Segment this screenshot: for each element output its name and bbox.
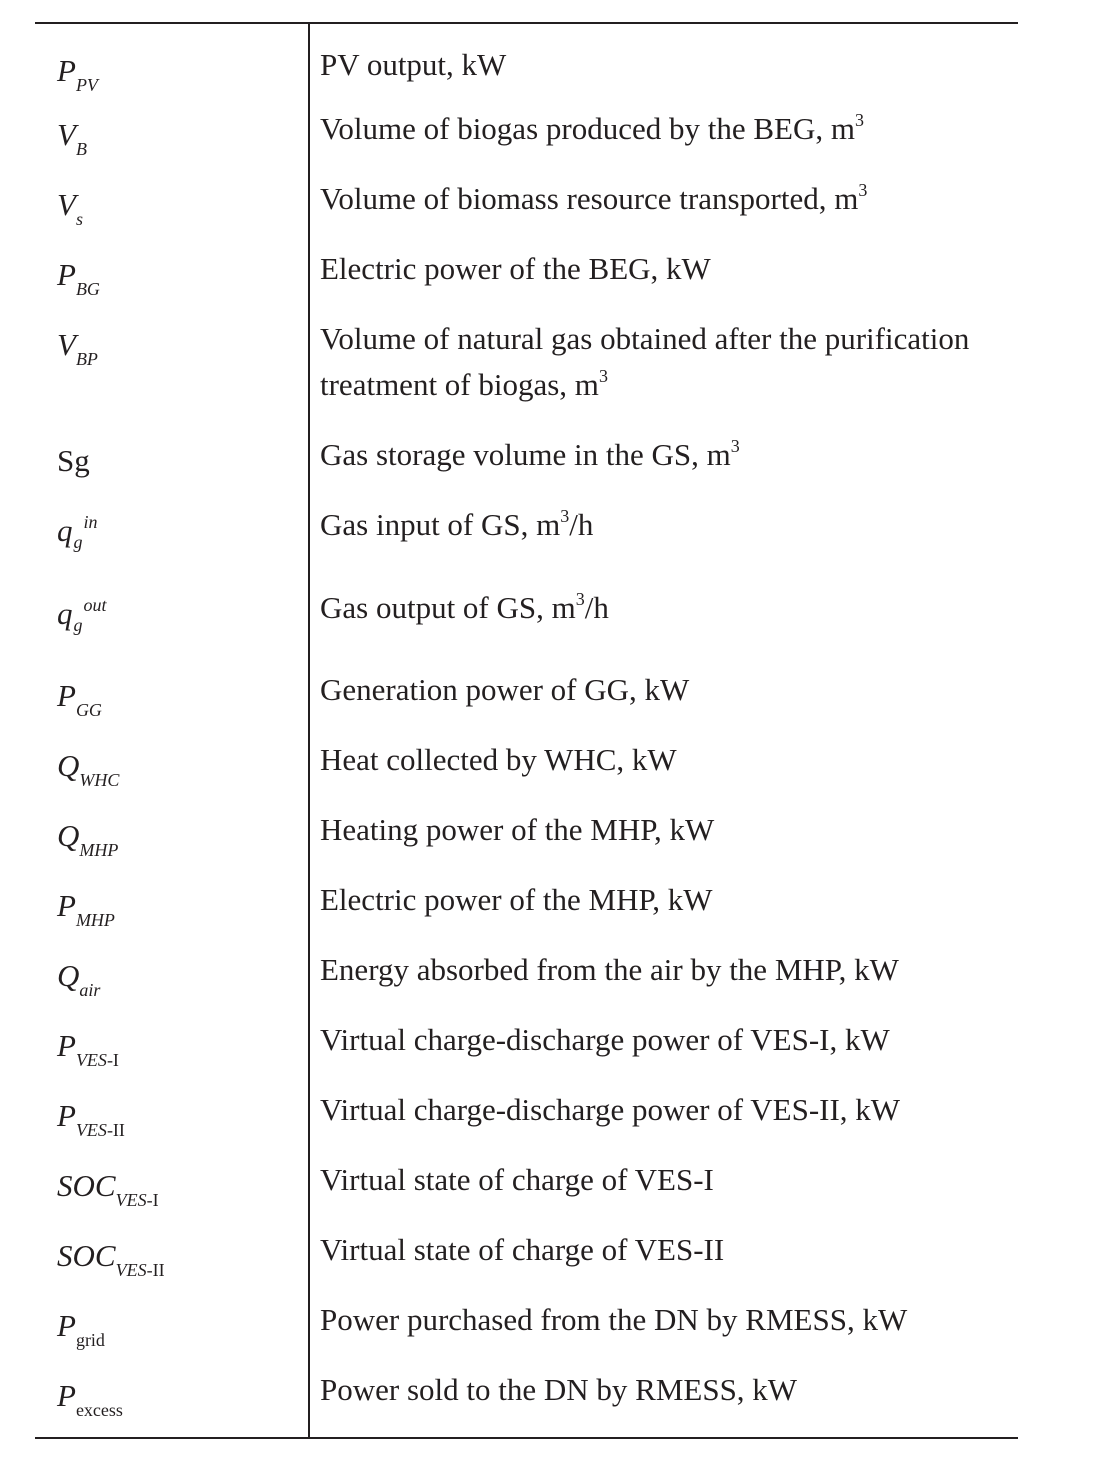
- symbol-base: V: [57, 187, 76, 222]
- description-text: Power purchased from the DN by RMESS, kW: [320, 1302, 908, 1337]
- symbol-base: P: [57, 1028, 76, 1063]
- unit-superscript: 3: [730, 436, 740, 456]
- symbol-subscript: BP: [75, 349, 98, 369]
- description-text: Volume of biomass resource transported, m: [320, 181, 859, 216]
- unit-superscript: 3: [854, 110, 864, 130]
- symbol-base: SOC: [57, 1168, 116, 1203]
- symbol-cell: [35, 1297, 308, 1350]
- symbol-cell: [35, 807, 308, 860]
- symbol-cell: [35, 246, 308, 299]
- symbol-base: P: [57, 1378, 76, 1413]
- table-row: [35, 585, 1018, 667]
- symbol-subscript: air: [79, 980, 101, 1000]
- symbol-cell: [35, 502, 308, 552]
- description-text: Gas input of GS, m: [320, 507, 561, 542]
- symbol-subscript: VES: [115, 1260, 147, 1280]
- unit-suffix: /h: [569, 507, 594, 542]
- description-text: Electric power of the MHP, kW: [320, 882, 713, 917]
- symbol-subscript: PV: [75, 75, 98, 95]
- table-row: [35, 877, 1018, 947]
- symbol-base: V: [57, 117, 76, 152]
- unit-superscript: 3: [858, 180, 868, 200]
- symbol-subscript-suffix: -I: [146, 1190, 159, 1210]
- symbol-subscript: WHC: [79, 770, 120, 790]
- symbol-cell: [35, 42, 308, 95]
- symbol-base: Q: [57, 818, 80, 853]
- symbol-cell: [35, 667, 308, 720]
- symbol-subscript: B: [75, 139, 87, 159]
- table-row: [35, 667, 1018, 737]
- description-text: Generation power of GG, kW: [320, 672, 690, 707]
- description-text: Energy absorbed from the air by the MHP, kW: [320, 952, 899, 987]
- symbol-base: P: [57, 53, 76, 88]
- symbol-cell: [35, 947, 308, 1000]
- symbol-subscript: VES: [75, 1050, 107, 1070]
- unit-superscript: 3: [560, 506, 570, 526]
- description-text: Volume of natural gas obtained after the purification treatment of biogas, m: [320, 321, 970, 402]
- description-text: PV output, kW: [320, 47, 507, 82]
- unit-suffix: /h: [584, 590, 609, 625]
- table-row: [35, 246, 1018, 316]
- description-text: Heating power of the MHP, kW: [320, 812, 715, 847]
- symbol-cell: [35, 877, 308, 930]
- description-cell: [308, 585, 1018, 631]
- column-divider: [308, 24, 310, 1437]
- symbol-base: SOC: [57, 1238, 116, 1273]
- description-cell: [308, 877, 1018, 923]
- description-cell: [308, 432, 1018, 478]
- symbol-base: Q: [57, 748, 80, 783]
- symbol-base: P: [57, 1308, 76, 1343]
- description-text: Virtual charge-discharge power of VES-I, kW: [320, 1022, 890, 1057]
- symbol-subscript: g: [73, 615, 83, 635]
- description-text: Gas output of GS, m: [320, 590, 576, 625]
- description-cell: [308, 807, 1018, 853]
- symbol-base: P: [57, 257, 76, 292]
- symbol-subscript: MHP: [75, 910, 115, 930]
- description-cell: [308, 176, 1018, 222]
- description-cell: [308, 1157, 1018, 1203]
- symbol-cell: [35, 737, 308, 790]
- description-cell: [308, 1297, 1018, 1343]
- description-text: Virtual state of charge of VES-I: [320, 1162, 714, 1197]
- description-text: Electric power of the BEG, kW: [320, 251, 711, 286]
- symbol-subscript: GG: [75, 700, 102, 720]
- table-row: [35, 176, 1018, 246]
- symbol-base: P: [57, 678, 76, 713]
- table-row: [35, 24, 1018, 106]
- description-cell: [308, 1087, 1018, 1133]
- symbol-cell: [35, 316, 308, 369]
- symbol-subscript-suffix: -II: [106, 1120, 125, 1140]
- symbol-cell: [35, 585, 308, 635]
- symbol-cell: [35, 1017, 308, 1070]
- table-row: [35, 947, 1018, 1017]
- symbol-subscript-suffix: -II: [146, 1260, 165, 1280]
- symbol-cell: [35, 176, 308, 229]
- table-row: [35, 432, 1018, 502]
- description-cell: [308, 246, 1018, 292]
- description-cell: [308, 502, 1018, 548]
- symbol-base: P: [57, 1098, 76, 1133]
- table-row: [35, 1297, 1018, 1367]
- symbol-base: P: [57, 888, 76, 923]
- description-cell: [308, 667, 1018, 713]
- symbol-subscript: excess: [75, 1400, 123, 1420]
- symbol-subscript: BG: [75, 279, 100, 299]
- table-row: [35, 1087, 1018, 1157]
- symbol-base: q: [57, 596, 73, 631]
- symbol-cell: [35, 1087, 308, 1140]
- description-text: Power sold to the DN by RMESS, kW: [320, 1372, 798, 1407]
- symbol-base: q: [57, 513, 73, 548]
- table-row: [35, 1227, 1018, 1297]
- description-cell: [308, 1227, 1018, 1273]
- symbol-base: Q: [57, 958, 80, 993]
- description-cell: [308, 106, 1018, 152]
- symbol-subscript-suffix: -I: [106, 1050, 119, 1070]
- symbol-superscript: out: [83, 595, 107, 615]
- symbol-cell: [35, 1157, 308, 1210]
- description-cell: [308, 42, 1018, 88]
- table-row: [35, 807, 1018, 877]
- table-row: [35, 1017, 1018, 1087]
- table-row: [35, 316, 1018, 432]
- symbol-cell: [35, 106, 308, 159]
- symbol-cell: [35, 1227, 308, 1280]
- description-cell: [308, 1017, 1018, 1063]
- description-cell: [308, 737, 1018, 783]
- table-row: [35, 502, 1018, 585]
- symbol-subscript: VES: [75, 1120, 107, 1140]
- symbol-subscript: MHP: [79, 840, 119, 860]
- table-row: [35, 1157, 1018, 1227]
- table-body: [35, 24, 1018, 1437]
- unit-superscript: 3: [575, 589, 585, 609]
- symbol-script-stack: [74, 512, 98, 552]
- unit-superscript: 3: [598, 366, 608, 386]
- description-cell: [308, 1367, 1018, 1413]
- description-text: Virtual state of charge of VES-II: [320, 1232, 725, 1267]
- nomenclature-table: [35, 22, 1018, 1439]
- symbol-subscript: g: [73, 532, 83, 552]
- description-cell: [308, 947, 1018, 993]
- table-row: [35, 106, 1018, 176]
- description-text: Volume of biogas produced by the BEG, m: [320, 111, 855, 146]
- description-text: Gas storage volume in the GS, m: [320, 437, 731, 472]
- symbol-subscript: s: [75, 209, 83, 229]
- table-row: [35, 737, 1018, 807]
- symbol-base: Sg: [57, 443, 90, 478]
- symbol-subscript: VES: [115, 1190, 147, 1210]
- table-row: [35, 1367, 1018, 1437]
- symbol-subscript: grid: [75, 1330, 105, 1350]
- symbol-cell: [35, 1367, 308, 1420]
- symbol-script-stack: [74, 595, 107, 635]
- symbol-cell: [35, 432, 308, 480]
- symbol-superscript: in: [83, 512, 98, 532]
- description-cell: [308, 316, 1018, 408]
- description-text: Heat collected by WHC, kW: [320, 742, 677, 777]
- symbol-base: V: [57, 327, 76, 362]
- description-text: Virtual charge-discharge power of VES-II, kW: [320, 1092, 901, 1127]
